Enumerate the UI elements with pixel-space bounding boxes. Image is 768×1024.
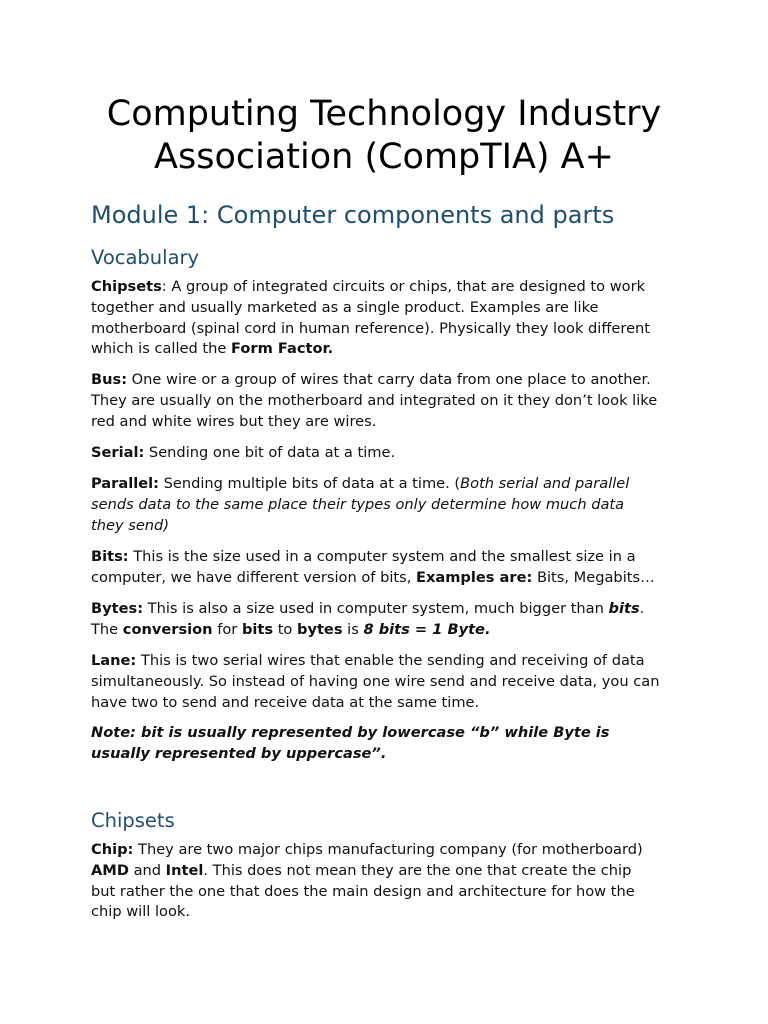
- text-line: chip will look.: [91, 903, 190, 921]
- bold-italic-text: bits: [608, 600, 640, 617]
- definition-chipsets: [91, 277, 683, 360]
- bold-text: bytes: [297, 620, 343, 638]
- italic-text: they send): [91, 516, 170, 534]
- bold-text: conversion: [122, 620, 213, 638]
- term-chip: Chip:: [91, 841, 134, 858]
- text-line: Bits, Megabits…: [532, 568, 655, 586]
- vocabulary-heading: Vocabulary: [91, 246, 200, 269]
- module-heading: Module 1: Computer components and parts: [91, 201, 615, 229]
- bold-text: bits: [241, 620, 274, 638]
- term-intel: Intel: [165, 861, 204, 879]
- term-serial: Serial:: [91, 444, 145, 461]
- text-line: Sending one bit of data at a time.: [144, 444, 396, 461]
- italic-text: Both serial and parallel: [460, 475, 630, 492]
- note-line: usually represented by uppercase”.: [91, 744, 387, 762]
- term-bus: Bus:: [91, 371, 128, 388]
- text-line: They are usually on the motherboard and integrated on it they don’t look like: [91, 391, 658, 409]
- definition-bytes: [91, 599, 683, 641]
- text-line: and: [128, 861, 166, 879]
- text-line: .: [639, 600, 645, 617]
- definition-bits: [91, 547, 683, 589]
- text-line: for: [212, 620, 242, 638]
- text-line: motherboard (spinal cord in human reference). Physically they look different: [91, 319, 651, 337]
- title-line-1: Computing Technology Industry: [106, 94, 662, 134]
- title-line-2: Association (CompTIA) A+: [154, 137, 614, 177]
- term-form-factor: Form Factor.: [231, 340, 334, 358]
- chipsets-heading: Chipsets: [91, 809, 175, 832]
- term-examples: Examples are:: [416, 568, 533, 586]
- text-line: Sending multiple bits of data at a time. (: [158, 475, 461, 492]
- text-line: have two to send and receive data at the same time.: [91, 693, 480, 711]
- text-line: but rather the one that does the main design and architecture for how the: [91, 882, 635, 900]
- text-line: red and white wires but they are wires.: [91, 412, 377, 430]
- text-line: together and usually marketed as a single product. Examples are like: [91, 298, 599, 316]
- term-bits: Bits:: [91, 548, 129, 565]
- text-line: This is also a size used in computer system, much bigger than: [143, 600, 609, 617]
- document-title: [0, 93, 768, 179]
- text-line: computer, we have different version of bits,: [91, 568, 416, 586]
- text-line: simultaneously. So instead of having one wire send and receive data, you can: [91, 672, 660, 690]
- text-line: One wire or a group of wires that carry data from one place to another.: [127, 371, 651, 388]
- term-parallel: Parallel:: [91, 475, 159, 492]
- italic-text: sends data to the same place their types only determine how much data: [91, 495, 625, 513]
- note-paragraph: [91, 723, 683, 765]
- term-chipsets: Chipsets: [91, 278, 162, 295]
- definition-bus: [91, 370, 683, 432]
- text-line: This is the size used in a computer system and the smallest size in a: [128, 548, 636, 565]
- text-line: This is two serial wires that enable the sending and receiving of data: [136, 652, 645, 669]
- text-line: which is called the: [91, 340, 231, 358]
- term-lane: Lane:: [91, 652, 137, 669]
- definition-parallel: [91, 474, 683, 536]
- text-line: . This does not mean they are the one that create the chip: [203, 861, 632, 879]
- text-line: They are two major chips manufacturing company (for motherboard): [133, 841, 643, 858]
- text-line: to: [273, 620, 297, 638]
- note-line: Note: bit is usually represented by lowercase “b” while Byte is: [91, 724, 610, 741]
- definition-lane: [91, 651, 683, 713]
- definition-serial: [91, 443, 683, 464]
- text-line: : A group of integrated circuits or chips, that are designed to work: [161, 278, 646, 295]
- bold-italic-text: 8 bits = 1 Byte.: [363, 620, 491, 638]
- definition-chip: [91, 840, 683, 923]
- term-bytes: Bytes:: [91, 600, 144, 617]
- term-amd: AMD: [91, 861, 129, 879]
- text-line: is: [342, 620, 364, 638]
- text-line: The: [91, 620, 123, 638]
